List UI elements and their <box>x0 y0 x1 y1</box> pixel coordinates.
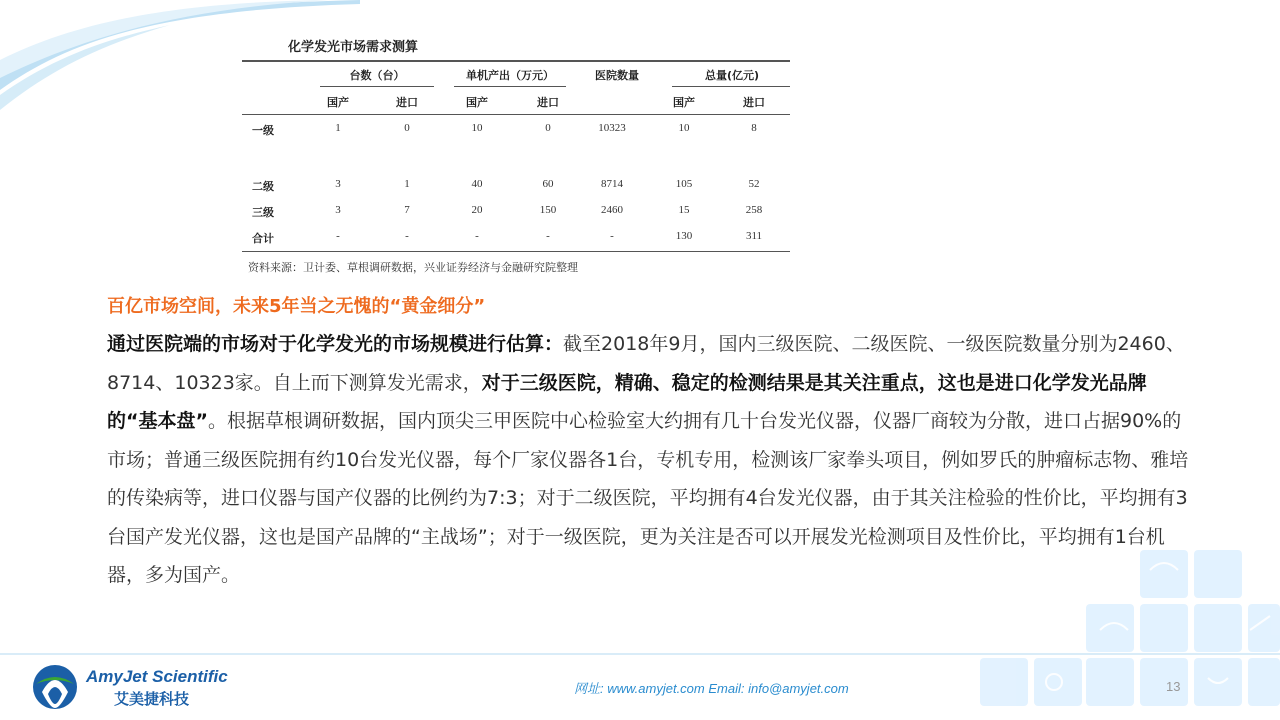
table-cell: 105 <box>675 178 693 190</box>
table-cell: 1 <box>335 122 341 134</box>
logo-wordmark-cn: 艾美捷科技 <box>114 690 190 708</box>
group-rule-3 <box>672 86 790 87</box>
table-cell: - <box>336 230 340 242</box>
table-cell: 8714 <box>601 178 623 190</box>
header-total: 总量(亿元) <box>704 69 760 82</box>
body-text-1: 截至2018年9月，国内三级医院、二级医院、一级医院数量分别为2460、8714、10323家。自上而下测算发光需求， <box>107 333 1185 394</box>
header-bottom-rule <box>242 114 790 115</box>
table-cell: 150 <box>539 204 557 216</box>
subheader-import-3: 进口 <box>743 96 765 109</box>
table-cell: 258 <box>745 204 763 216</box>
table-cell: 3 <box>335 178 341 190</box>
table-cell: 60 <box>542 178 554 190</box>
group-rule-1 <box>320 86 434 87</box>
table-cell: 0 <box>545 122 551 134</box>
header-units: 台数（台） <box>349 69 405 82</box>
footer-contact: 网址: www.amyjet.com Email: info@amyjet.com <box>574 681 849 696</box>
table-title: 化学发光市场需求测算 <box>288 40 419 55</box>
subheader-import-1: 进口 <box>396 96 418 109</box>
header-hospital-count: 医院数量 <box>595 69 639 82</box>
table-cell: 40 <box>471 178 483 190</box>
table-cell: 0 <box>404 122 410 134</box>
section-subtitle: 百亿市场空间，未来5年当之无愧的“黄金细分” <box>107 296 486 317</box>
demand-estimate-table <box>240 30 800 278</box>
table-cell: 311 <box>745 230 763 242</box>
row-label-total: 合计 <box>252 232 274 245</box>
body-bold-lead: 通过医院端的市场对于化学发光的市场规模进行估算： <box>107 333 564 355</box>
body-text-2: 。根据草根调研数据，国内顶尖三甲医院中心检验室大约拥有几十台发光仪器，仪器厂商较为分散，进口占据90%的市场；普通三级医院拥有约10台发光仪器，每个厂家仪器各1台，专机专用，检测该厂家拳头项目，例如罗氏的肿瘤标志物、雅培的传染病等，进口仪器与国产仪器的比例约为7:3；对于二级医院，平均拥有4台发光仪器，由于其关注检验的性价比，平均拥有3台国产发光仪器，这也是国产品牌的“主战场”；对于一级医院，更为关注是否可以开展发光检测项目及性价比，平均拥有1台机器，多为国产。 <box>107 410 1189 586</box>
row-label-level2: 二级 <box>252 180 274 193</box>
logo-wordmark-en: AmyJet Scientific <box>86 667 228 686</box>
table-cell: 15 <box>678 204 690 216</box>
table-cell: 10 <box>471 122 483 134</box>
table-source-note: 资料来源：卫计委、草根调研数据，兴业证券经济与金融研究院整理 <box>248 261 578 274</box>
table-cell: 8 <box>751 122 757 134</box>
row-label-level1: 一级 <box>252 124 274 137</box>
table-bottom-rule <box>242 251 790 252</box>
group-rule-2 <box>454 86 566 87</box>
table-cell: 2460 <box>601 204 623 216</box>
table-cell: - <box>475 230 479 242</box>
table-cell: 20 <box>471 204 483 216</box>
table-cell: 130 <box>675 230 693 242</box>
page-number: 13 <box>1166 679 1181 694</box>
table-top-rule <box>242 60 790 62</box>
table-cell: 52 <box>748 178 760 190</box>
table-cell: 10 <box>678 122 690 134</box>
body-bold-highlight: 对于三级医院，精确、稳定的检测结果是其关注重点，这也是进口化学发光品牌的“基本盘” <box>107 371 1147 432</box>
table-cell: - <box>405 230 409 242</box>
subheader-import-2: 进口 <box>537 96 559 109</box>
table-cell: 10323 <box>598 122 626 134</box>
table-cell: - <box>610 230 614 242</box>
subheader-domestic-3: 国产 <box>673 96 695 109</box>
subheader-domestic-1: 国产 <box>327 96 349 109</box>
header-output: 单机产出（万元） <box>466 69 554 82</box>
subheader-domestic-2: 国产 <box>466 96 488 109</box>
table-cell: 3 <box>335 204 341 216</box>
table-cell: 1 <box>404 178 410 190</box>
table-cell: - <box>546 230 550 242</box>
footer-tiles-decoration <box>950 550 1280 720</box>
table-cell: 7 <box>404 204 410 216</box>
row-label-level3: 三级 <box>252 206 274 219</box>
